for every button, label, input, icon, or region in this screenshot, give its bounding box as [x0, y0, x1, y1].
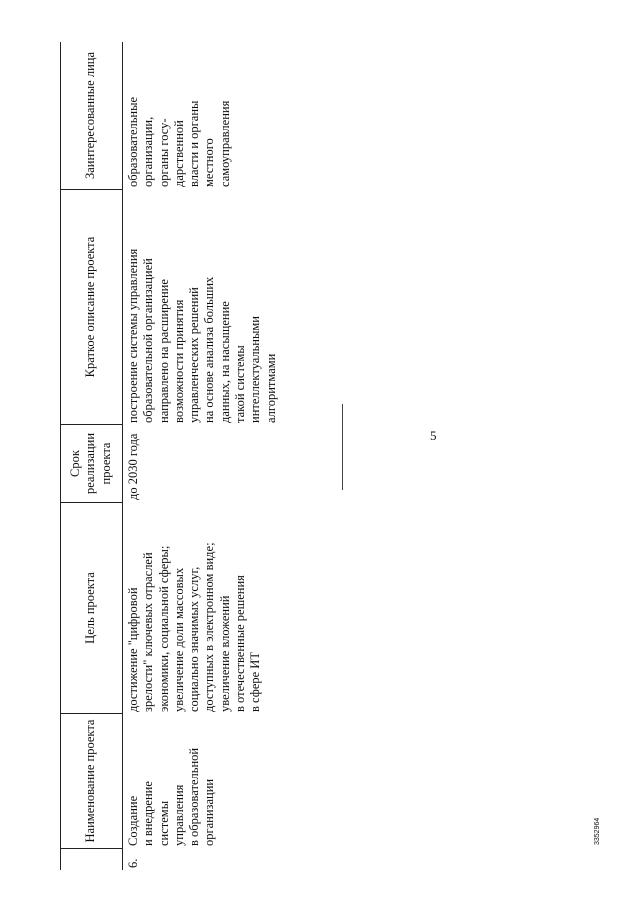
project-stakeholders: образовательные организации, органы госу- дарственной власти и органы местного самоуправления [126, 96, 232, 187]
header-separator [122, 42, 123, 870]
project-name: Создание и внедрение системы управления в образовательной организации [126, 747, 217, 846]
header-term: Срок реализации проекта [68, 432, 113, 495]
header-name: Наименование проекта [83, 719, 98, 843]
row-number: 6. [126, 858, 140, 868]
header-num [60, 849, 122, 870]
project-goal: достижение "цифровой зрелости" ключевых отраслей экономики, социальной сферы; увеличение доли массовых социально значимых услуг, доступных в электронном виде; увеличение вложений в отечественные решения в сфере ИТ [126, 542, 263, 712]
divider-line [342, 404, 343, 490]
project-term: до 2030 года [126, 433, 140, 500]
header-description: Краткое описание проекта [83, 236, 98, 378]
header-goal: Цель проекта [83, 572, 98, 644]
projects-table [60, 42, 278, 870]
document-code: 3352964 [594, 817, 601, 845]
header-stakeholders: Заинтересованные лица [83, 52, 98, 180]
project-description: построение системы управления образовательной организацией направлено на расширение возможности принятия управленческих решений на основе анализа больших данных, на насыщение такой системы интеллектуальными алгоритмами [126, 248, 278, 423]
page-number: 5 [430, 428, 437, 443]
